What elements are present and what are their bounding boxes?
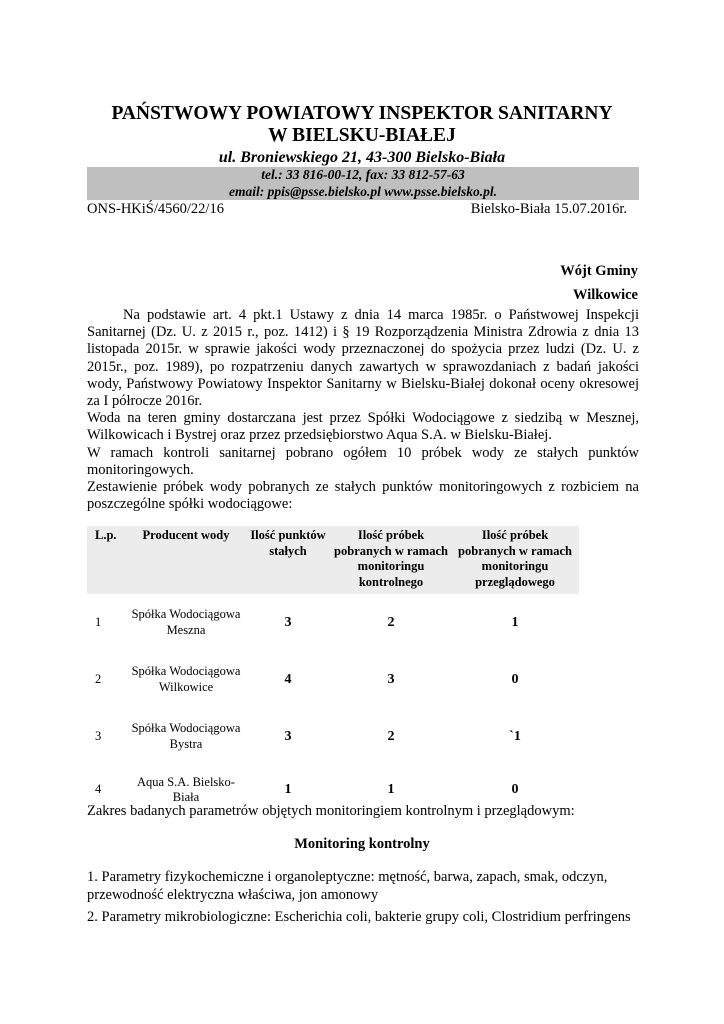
row-producer: Spółka Wodociągowa Wilkowice <box>131 664 241 694</box>
row-producer: Spółka Wodociągowa Meszna <box>131 607 241 637</box>
header-control-samples: Ilość próbek pobranych w ramach monitoringu kontrolnego <box>331 526 451 594</box>
row-control-samples: 3 <box>387 671 395 687</box>
row-review-samples: 1 <box>511 614 519 630</box>
row-fixed-points: 4 <box>284 671 292 687</box>
paragraph-water-supply: Woda na teren gminy dostarczana jest przez Spółki Wodociągowe z siedzibą w Mesznej, Wilkowicach i Bystrej oraz przez przedsiębiorstwo Aqua S.A. w Bielsku-Białej. <box>87 410 639 444</box>
table-row <box>87 708 579 765</box>
institution-title: PAŃSTWOWY POWIATOWY INSPEKTOR SANITARNY <box>111 103 613 124</box>
table-header-row <box>87 526 579 594</box>
row-review-samples: `1 <box>509 728 521 744</box>
paragraph-legal-basis: Na podstawie art. 4 pkt.1 Ustawy z dnia 14 marca 1985r. o Państwowej Inspekcji Sanitarnej (Dz. U. z 2015 r., poz. 1412) i § 19 Rozporządzenia Ministra Zdrowia z dnia 13 listopada 2015r. w sprawie jakości wody przeznaczonej do spożycia przez ludzi (Dz. U. z 2015r., poz. 1989), po rozpatrzeniu danych zawartych w sprawozdaniach z badań jakości wody, Państwowy Powiatowy Inspektor Sanitarny w Bielsku-Białej dokonał oceny okresowej za I półrocze 2016r. <box>87 307 639 410</box>
institution-city: W BIELSKU-BIAŁEJ <box>268 125 456 146</box>
header-fixed-points: Ilość punktów stałych <box>245 526 331 594</box>
addressee-line1: Wójt Gminy <box>560 263 638 279</box>
samples-table <box>87 526 579 815</box>
row-control-samples: 1 <box>387 782 395 798</box>
table-row <box>87 651 579 708</box>
row-lp: 2 <box>95 671 102 686</box>
row-review-samples: 0 <box>511 782 519 798</box>
row-fixed-points: 3 <box>284 614 292 630</box>
paragraph-samples: W ramach kontroli sanitarnej pobrano ogółem 10 próbek wody ze stałych punktów monitoringowych. <box>87 444 639 478</box>
header-producer: Producent wody <box>127 526 245 594</box>
row-lp: 1 <box>95 614 102 629</box>
monitoring-title: Monitoring kontrolny <box>294 836 430 852</box>
row-producer: Aqua S.A. Bielsko-Biała <box>137 774 235 804</box>
scope-text: Zakres badanych parametrów objętych monitoringiem kontrolnym i przeglądowym: <box>87 803 575 819</box>
reference-number: ONS-HKiŚ/4560/22/16 <box>87 201 224 217</box>
row-fixed-points: 3 <box>284 728 292 744</box>
monitoring-item-1: 1. Parametry fizykochemiczne i organoleptyczne: mętność, barwa, zapach, smak, odczyn, przewodność elektryczna właściwa, jon amonowy <box>87 869 608 903</box>
header-lp: L.p. <box>87 526 127 594</box>
contact-phone-fax: tel.: 33 816-00-12, fax: 33 812-57-63 <box>261 167 465 182</box>
letter-body <box>87 307 639 513</box>
monitoring-item-2: 2. Parametry mikrobiologiczne: Escherichia coli, bakterie grupy coli, Clostridium perfringens <box>87 909 631 925</box>
row-control-samples: 2 <box>387 614 395 630</box>
row-lp: 4 <box>95 782 102 797</box>
row-review-samples: 0 <box>511 671 519 687</box>
header-review-samples: Ilość próbek pobranych w ramach monitoringu przeglądowego <box>451 526 579 594</box>
contact-email-www: email: ppis@psse.bielsko.pl www.psse.bielsko.pl. <box>229 184 497 199</box>
row-control-samples: 2 <box>387 728 395 744</box>
row-producer: Spółka Wodociągowa Bystra <box>131 721 241 751</box>
place-date: Bielsko-Biała 15.07.2016r. <box>470 201 627 217</box>
addressee-line2: Wilkowice <box>573 287 638 303</box>
row-fixed-points: 1 <box>284 782 292 798</box>
institution-address: ul. Broniewskiego 21, 43-300 Bielsko-Biała <box>218 149 506 166</box>
table-row <box>87 594 579 651</box>
paragraph-summary-intro: Zestawienie próbek wody pobranych ze stałych punktów monitoringowych z rozbiciem na poszczególne spółki wodociągowe: <box>87 479 639 513</box>
row-lp: 3 <box>95 728 102 743</box>
